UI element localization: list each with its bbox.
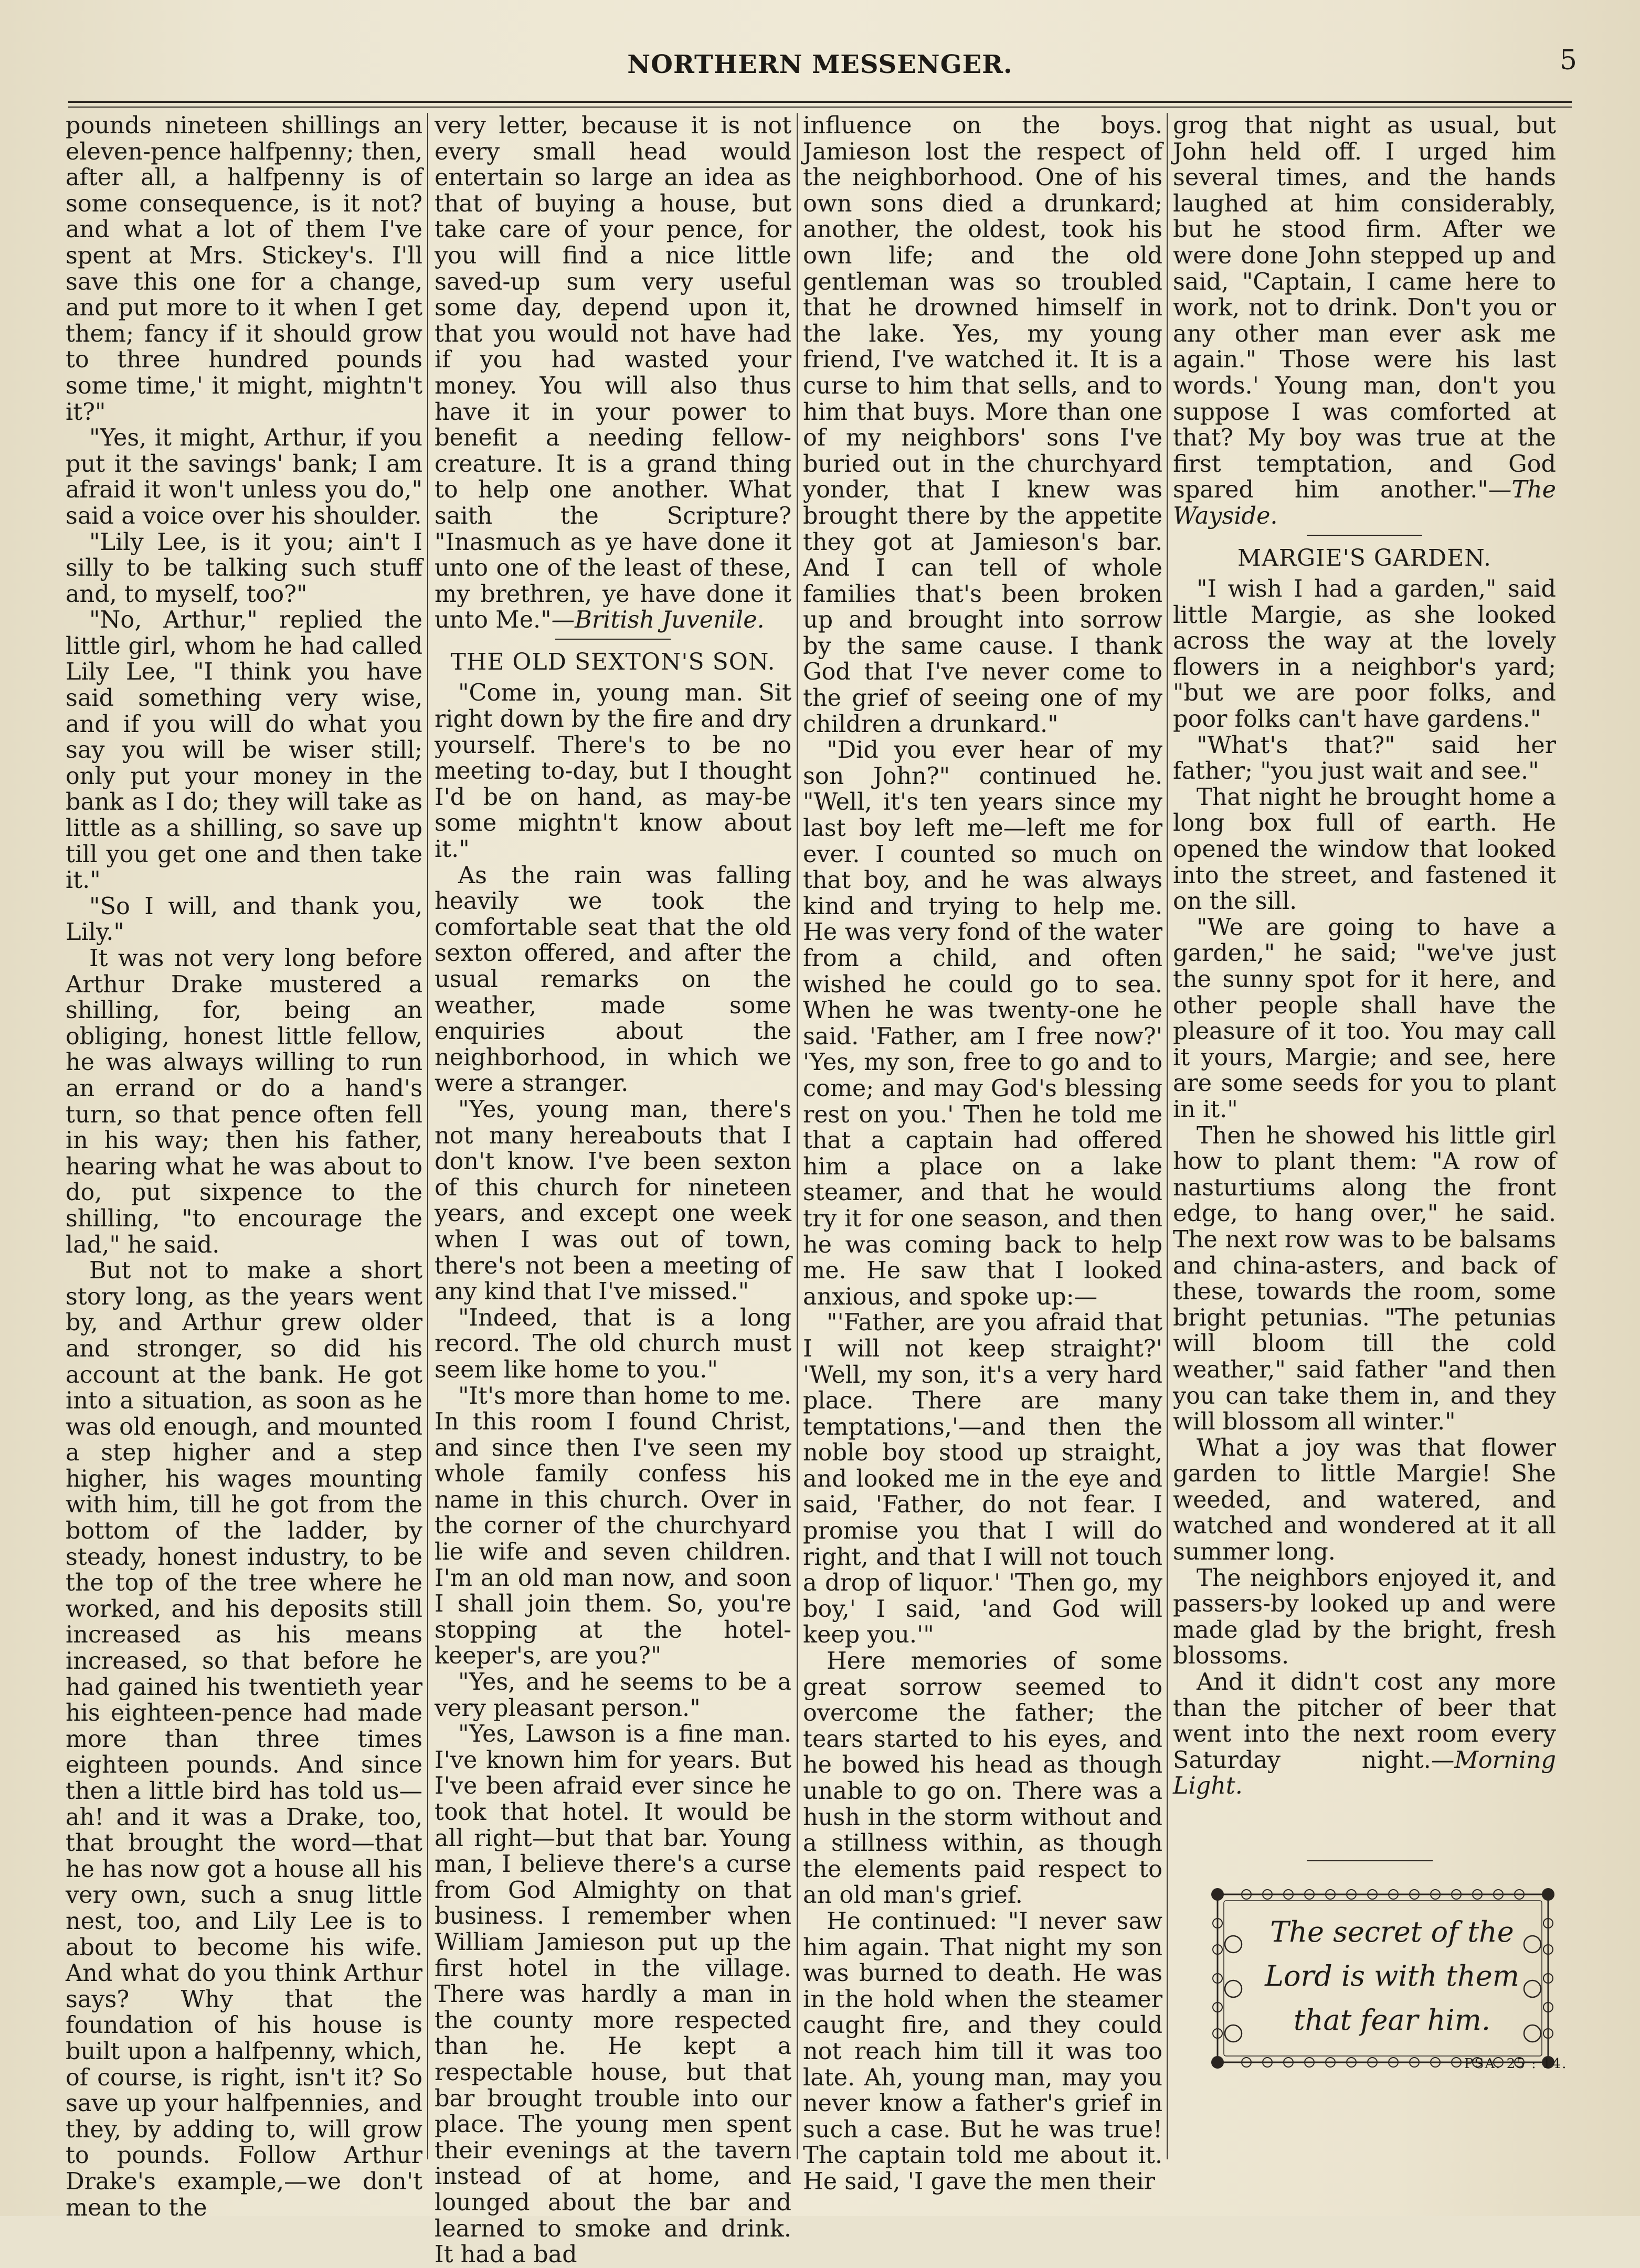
masthead	[63, 45, 1577, 108]
column-3	[803, 112, 1162, 2195]
article-separator	[555, 639, 671, 640]
paragraph: "Yes, young man, there's not many hereabouts that I don't know. I've been sexton of this church for nineteen years, and except one week when I was out of town, there's not been a meeting of any kind that I've missed."	[435, 1096, 791, 1306]
article-heading: MARGIE'S GARDEN.	[1237, 544, 1491, 571]
paragraph: "'Father, are you afraid that I will not keep straight?' 'Well, my son, it's a very hard place. There are many temptations,'—and then the noble boy stood up straight, and looked me in the eye and said, 'Father, do not fear. I promise you that I will do right, and that I will not touch a drop of liquor.' 'Then go, my boy,' I said, 'and God will keep you.'"	[803, 1309, 1162, 1649]
paragraph: It was not very long before Arthur Drake mustered a shilling, for, being an obliging, honest little fellow, he was always willing to run an errand or do a hand's turn, so that pence often fell in his way; then his father, hearing what he was about to do, put sixpence to the shilling, "to encourage the lad," he said.	[66, 945, 422, 1258]
paragraph: The neighbors enjoyed it, and passers-by looked up and were made glad by the bright, fresh blossoms.	[1173, 1564, 1556, 1670]
verse-reference: PSA. 25 : 14.	[1464, 2056, 1568, 2072]
paragraph	[1173, 113, 1556, 529]
paragraph-text: grog that night as usual, but John held off. I urged him several times, and the hands laughed at him considerably, but he stood firm. After we were done John stepped up and said, "Captain, I came here to work, not to drink. Don't you or any other man ever ask me again." Those were his last words.' Young man, don't you suppose I was comforted at that? My boy was true at the first temptation, and God spared him another."	[1173, 112, 1556, 504]
masthead-rule	[68, 101, 1572, 103]
article-source: —The Wayside.	[1173, 476, 1556, 529]
scripture-verse-box	[1202, 1881, 1564, 2075]
paragraph: influence on the boys. Jamieson lost the respect of the neighborhood. One of his own sons died a drunkard; another, the oldest, took his own life; and the old gentleman was so troubled that he drowned himself in the lake. Yes, my young friend, I've watched it. It is a curse to him that sells, and to him that buys. More than one of my neighbors' sons I've buried out in the churchyard yonder, that I knew was brought there by the appetite they got at Jamieson's bar. And I can tell of whole families that's been broken up and brought into sorrow by the same cause. I thank God that I've never come to the grief of seeing one of my children a drunkard."	[803, 112, 1162, 738]
column-2	[435, 112, 791, 2268]
article-separator	[1307, 1860, 1433, 1861]
paragraph: He continued: "I never saw him again. That night my son was burned to death. He was in the hold when the steamer caught fire, and they could not reach him till it was too late. Ah, young man, may you never know a father's grief in such a case. But he was true! The captain told me about it. He said, 'I gave the men their	[803, 1907, 1162, 2195]
article-heading: THE OLD SEXTON'S SON.	[450, 648, 776, 675]
paragraph: "Come in, young man. Sit right down by the fire and dry yourself. There's to be no meeting to-day, but I thought I'd be on hand, as may-be some mightn't know about it."	[435, 680, 791, 863]
column-divider	[1167, 113, 1168, 2159]
paragraph: "Did you ever hear of my son John?" continued he. "Well, it's ten years since my last boy left me—left me for ever. I counted so much on that boy, and he was always kind and trying to help me. He was very fond of the water from a child, and often wished he could go to sea. When he was twenty-one he said. 'Father, am I free now?' 'Yes, my son, free to go and to come; and may God's blessing rest on you.' Then he told me that a captain had offered him a place on a lake steamer, and that he would try it for one season, and then he was coming back to help me. He saw that I looked anxious, and spoke up:—	[803, 737, 1162, 1310]
scripture-verse	[1252, 1910, 1532, 2042]
paragraph: "What's that?" said her father; "you just wait and see."	[1173, 732, 1556, 785]
paragraph: That night he brought home a long box full of earth. He opened the window that looked into the street, and fastened it on the sill.	[1173, 783, 1556, 915]
paragraph: Here memories of some great sorrow seemed to overcome the father; the tears started to his eyes, and he bowed his head as though unable to go on. There was a hush in the storm without and a stillness within, as though the elements paid respect to an old man's grief.	[803, 1648, 1162, 1909]
verse-line: that fear him.	[1293, 2004, 1491, 2037]
paragraph	[1173, 1669, 1556, 1799]
paragraph-text: And it didn't cost any more than the pitcher of beer that went into the next room every Saturday night.	[1173, 1669, 1556, 1774]
masthead-title: NORTHERN MESSENGER.	[627, 50, 1013, 79]
paragraph: "Yes, it might, Arthur, if you put it the savings' bank; I am afraid it won't unless you do," said a voice over his shoulder.	[66, 425, 422, 529]
paragraph: "It's more than home to me. In this room I found Christ, and since then I've seen my whole family confess his name in this church. Over in the corner of the churchyard lie wife and seven children. I'm an old man now, and soon I shall join them. So, you're stopping at the hotel-keeper's, are you?"	[435, 1382, 791, 1670]
article-source: —British Juvenile.	[551, 607, 765, 634]
paragraph: "So I will, and thank you, Lily."	[66, 893, 422, 946]
verse-line: Lord is with them	[1265, 1959, 1519, 1993]
paragraph: "I wish I had a garden," said little Margie, as she looked across the way at the lovely flowers in a neighbor's yard; "but we are poor folks, and poor folks can't have gardens."	[1173, 576, 1556, 733]
article-separator	[1307, 535, 1422, 536]
paragraph	[435, 113, 791, 633]
paragraph: "We are going to have a garden," he said; "we've just the sunny spot for it here, and other people shall have the pleasure of it too. You may call it yours, Margie; and see, here are some seeds for you to plant in it."	[1173, 914, 1556, 1123]
page-number: 5	[1559, 45, 1577, 76]
paragraph: Then he showed his little girl how to plant them: "A row of nasturtiums along the front edge, to hang over," he said. The next row was to be balsams and china-asters, and back of these, towards the room, some bright petunias. "The petunias will bloom till the cold weather," said father "and then you can take them in, and they will blossom all winter."	[1173, 1122, 1556, 1436]
paragraph-text: very letter, because it is not every small head would entertain so large an idea as that of buying a house, but take care of your pence, for you will find a nice little saved-up sum very useful some day, depend upon it, that you would not have had if you had wasted your money. You will also thus have it in your power to benefit a needing fellow-creature. It is a grand thing to help one another. What saith the Scripture? "Inasmuch as ye have done it unto one of the least of these, my brethren, ye have done it unto Me."	[435, 112, 791, 634]
paragraph: "No, Arthur," replied the little girl, whom he had called Lily Lee, "I think you have said something very wise, and if you will do what you say you will be wiser still; only put your money in the bank as I do; they will take as little as a shilling, so save up till you get one and then take it."	[66, 607, 422, 894]
paragraph: "Indeed, that is a long record. The old church must seem like home to you."	[435, 1304, 791, 1383]
paragraph: pounds nineteen shillings an eleven-pence halfpenny; then, after all, a halfpenny is of some consequence, is it not? and what a lot of them I've spent at Mrs. Stickey's. I'll save this one for a change, and put more to it when I get them; fancy if it should grow to three hundred pounds some time,' it might, mightn't it?"	[66, 112, 422, 426]
paragraph: "Yes, and he seems to be a very pleasant person."	[435, 1669, 791, 1722]
paragraph: As the rain was falling heavily we took the comfortable seat that the old sexton offered, and after the usual remarks on the weather, made some enquiries about the neighborhood, in which we were a stranger.	[435, 862, 791, 1097]
column-4	[1173, 112, 1556, 1800]
column-1	[66, 112, 422, 2221]
masthead-rule-thin	[68, 107, 1572, 108]
column-divider	[797, 113, 798, 2159]
article-source: —Morning Light.	[1173, 1746, 1556, 1800]
paragraph: But not to make a short story long, as the years went by, and Arthur grew older and stronger, so did his account at the bank. He got into a situation, as soon as he was old enough, and mounted a step higher and a step higher, his wages mounting with him, till he got from the bottom of the ladder, by steady, honest industry, to be the top of the tree where he worked, and his deposits still increased as his means increased, so that before he had gained his twentieth year his eighteen-pence had made more than three times eighteen pounds. And since then a little bird has told us—ah! and it was a Drake, too, that brought the word—that he has now got a house all his very own, such a snug little nest, too, and Lily Lee is to about to become his wife. And what do you think Arthur says? Why that the foundation of his house is built upon a halfpenny, which, of course, is right, isn't it? So save up your halfpennies, and they, by adding to, will grow to pounds. Follow Arthur Drake's example,—we don't mean to the	[66, 1257, 422, 2221]
paragraph: "Lily Lee, is it you; ain't I silly to be talking such stuff and, to myself, too?"	[66, 528, 422, 608]
paragraph: "Yes, Lawson is a fine man. I've known him for years. But I've been afraid ever since he took that hotel. It would be all right—but that bar. Young man, I believe there's a curse from God Almighty on that business. I remember when William Jamieson put up the first hotel in the village. There was hardly a man in the county more respected than he. He kept a respectable house, but that bar brought trouble into our place. The young men spent their evenings at the tavern instead of at home, and lounged about the bar and learned to smoke and drink. It had a bad	[435, 1721, 791, 2268]
verse-line: The secret of the	[1270, 1915, 1514, 1948]
column-divider	[427, 113, 428, 2159]
paragraph: What a joy was that flower garden to little Margie! She weeded, and watered, and watched and wondered at it all summer long.	[1173, 1434, 1556, 1566]
